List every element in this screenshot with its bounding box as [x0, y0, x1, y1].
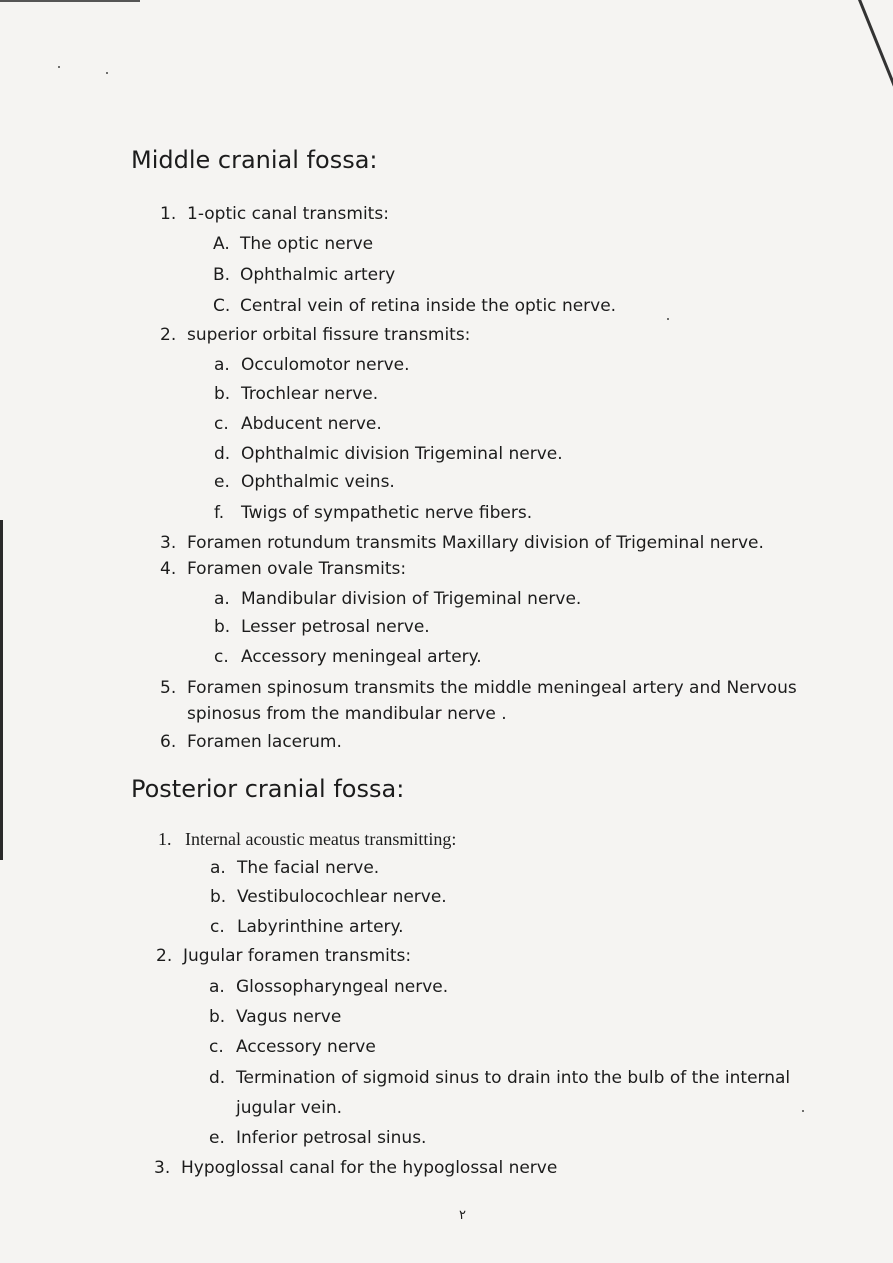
sub-list-item: f. Twigs of sympathetic nerve fibers.	[214, 503, 533, 523]
sub-list-item: C. Central vein of retina inside the optic nerve.	[213, 296, 617, 316]
sub-list-item: a. Mandibular division of Trigeminal nerve.	[214, 589, 582, 609]
list-item: 2. Jugular foramen transmits:	[156, 946, 412, 966]
list-item: 2. superior orbital fissure transmits:	[160, 325, 471, 345]
sub-list-item: d. Termination of sigmoid sinus to drain into the bulb of the internal	[209, 1068, 791, 1088]
sub-list-item: a. Occulomotor nerve.	[214, 355, 410, 375]
list-item: 1. Internal acoustic meatus transmitting:	[158, 829, 457, 849]
list-item: 3. Hypoglossal canal for the hypoglossal nerve	[154, 1158, 558, 1178]
sub-list-item: d. Ophthalmic division Trigeminal nerve.	[214, 444, 563, 464]
sub-list-item: c. Accessory nerve	[209, 1037, 376, 1057]
list-item: 6. Foramen lacerum.	[160, 732, 342, 752]
sub-list-item: c. Abducent nerve.	[214, 414, 382, 434]
section-title-posterior-fossa: Posterior cranial fossa:	[131, 775, 405, 803]
sub-list-item: B. Ophthalmic artery	[213, 265, 396, 285]
section-title-middle-fossa: Middle cranial fossa:	[131, 146, 378, 174]
list-item-continuation: spinosus from the mandibular nerve .	[187, 704, 507, 724]
list-item: 3. Foramen rotundum transmits Maxillary division of Trigeminal nerve.	[160, 533, 764, 553]
list-item: 4. Foramen ovale Transmits:	[160, 559, 407, 579]
sub-list-item: b. Vestibulocochlear nerve.	[210, 887, 447, 907]
list-item: 1. 1-optic canal transmits:	[160, 204, 389, 224]
sub-list-item: c. Accessory meningeal artery.	[214, 647, 482, 667]
sub-list-item: b. Lesser petrosal nerve.	[214, 617, 430, 637]
sub-list-item: a. The facial nerve.	[210, 858, 380, 878]
sub-list-item: b. Trochlear nerve.	[214, 384, 379, 404]
sub-list-item: A. The optic nerve	[213, 234, 374, 254]
sub-list-item: a. Glossopharyngeal nerve.	[209, 977, 449, 997]
list-item: 5. Foramen spinosum transmits the middle meningeal artery and Nervous	[160, 678, 797, 698]
sub-list-item: c. Labyrinthine artery.	[210, 917, 404, 937]
sub-list-item-continuation: jugular vein.	[236, 1098, 343, 1118]
sub-list-item: b. Vagus nerve	[209, 1007, 342, 1027]
sub-list-item: e. Inferior petrosal sinus.	[209, 1128, 427, 1148]
page-number: ٢	[459, 1208, 466, 1223]
sub-list-item: e. Ophthalmic veins.	[214, 472, 395, 492]
